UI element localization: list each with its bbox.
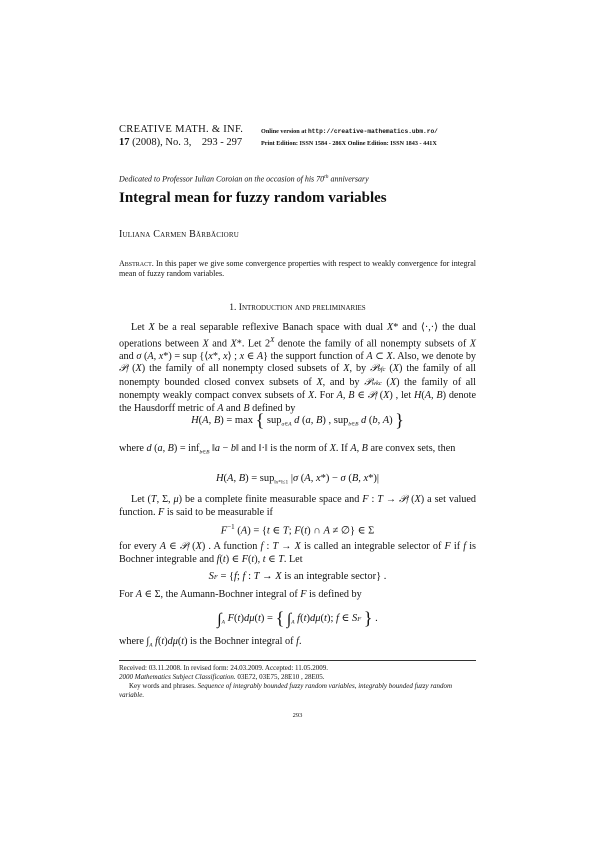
journal-header bbox=[119, 123, 243, 149]
journal-name: CREATIVE MATH. & INF. bbox=[119, 124, 244, 135]
selector-set-equation: SF = {f; f : T → X is an integrable sector} . bbox=[208, 571, 387, 582]
page-number: 293 bbox=[292, 712, 303, 719]
online-label: Online version at bbox=[261, 128, 307, 135]
abstract bbox=[119, 259, 476, 279]
body-paragraph: where $\int_A$ f(t)dμ(t) is the Bochner integral of f. bbox=[119, 636, 302, 649]
body-paragraph: Let X be a real separable reflexive Banach space with dual X* and ⟨·,·⟩ the dual operations between X and X*. Let $2^X$ denote the family of all nonempty subsets of X and σ (A, x*) = sup {⟨x*, x⟩ ; x ∈ A} the support function of A ⊂ X. Also, we denote by 𝒫f (X) the family of all nonempty closed subsets of X, by 𝒫bfc (X) the family of all nonempty bounded closed convex subsets of X, and by 𝒫wkc (X) the family of all nonempty weakly compact convex subsets of X. For A, B ∈ 𝒫f (X) , let H(A, B) denote the Hausdorff metric of A and B defined by bbox=[119, 322, 477, 415]
abstract-text: In this paper we give some convergence properties with respect to weakly convergence for integral mean of fuzzy random variables. bbox=[119, 259, 476, 278]
received-dates: Received: 03.11.2008. In revised form: 24.03.2009. Accepted: 11.05.2009. bbox=[119, 664, 329, 672]
dedication: Dedicated to Professor Iulian Coroian on the occasion of his 70th anniversary bbox=[119, 174, 369, 184]
page-range: 293 - 297 bbox=[201, 137, 243, 148]
online-url[interactable]: http://creative-mathematics.ubm.ro/ bbox=[307, 128, 438, 135]
body-paragraph: for every A ∈ 𝒫f (X) . A function f : T → X is called an integrable selector of F if f is Bochner integrable and f(t) ∈ F(t), t ∈ T. Let bbox=[119, 541, 477, 566]
volume-number: 17 bbox=[119, 137, 130, 148]
footnote-rule bbox=[119, 660, 476, 661]
hausdorff-convex-equation: H(A, B) = sup$_{‖x*‖\le 1}$ |σ (A, x*) − σ (B, x*)| bbox=[215, 473, 380, 486]
section-heading: 1. Introduction and preliminaries bbox=[229, 303, 366, 313]
journal-issue bbox=[119, 136, 243, 149]
issue-info: (2008), No. 3, bbox=[132, 137, 192, 148]
keywords: Key words and phrases. Sequence of integrably bounded fuzzy random variables, integrably bounded fuzzy random variable. bbox=[119, 682, 453, 699]
body-paragraph: For A ∈ Σ, the Aumann-Bochner integral of F is defined by bbox=[119, 589, 362, 600]
body-paragraph: where d (a, B) = inf$_{b\in B}$ ‖a − b‖ and ‖·‖ is the norm of X. If A, B are convex sets, then bbox=[119, 443, 456, 456]
author-name: Iuliana Carmen Bărbăcioru bbox=[119, 229, 240, 240]
body-paragraph: Let (T, Σ, μ) be a complete finite measurable space and F : T → 𝒫f (X) a set valued function. F is said to be measurable if bbox=[119, 494, 477, 519]
hausdorff-equation: H(A, B) = max { sup$_{a\in A}$ d (a, B) , sup$_{b\in B}$ d (b, A) } bbox=[191, 410, 404, 430]
msc-classification: 2000 Mathematics Subject Classification. 03E72, 03E75, 28E10 , 28E05. bbox=[119, 673, 325, 681]
abstract-label: Abstract. bbox=[119, 259, 154, 268]
measurability-equation: $F^{-1}$ (A) = {t ∈ T; F(t) ∩ A ≠ ∅} ∈ Σ bbox=[220, 523, 375, 537]
issn-info: Print Edition: ISSN 1584 - 286X Online Edition: ISSN 1843 - 441X bbox=[261, 140, 437, 147]
paper-title: Integral mean for fuzzy random variables bbox=[119, 190, 387, 206]
edition-info bbox=[261, 126, 438, 150]
aumann-integral-equation: $\int_A$ F(t)dμ(t) = { $\int_A$ f(t)dμ(t); f ∈ SF } . bbox=[217, 608, 378, 628]
